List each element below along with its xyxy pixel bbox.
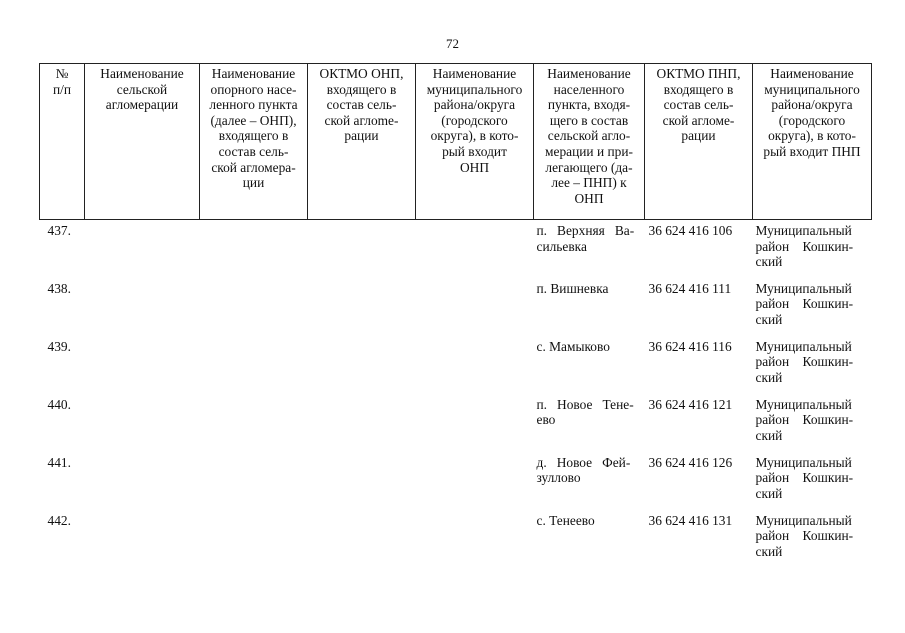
header-line: ции: [242, 175, 265, 191]
pnp-district-line: Муниципальный: [755, 223, 852, 238]
pnp-oktmo-cell: 36 624 416 111: [648, 280, 732, 296]
pnp-name-line: зуллово: [536, 470, 581, 486]
onp-name-cell: [200, 394, 308, 452]
header-line: района/округа: [771, 97, 853, 113]
pnp-name-cell: [534, 220, 645, 278]
onp-district-cell: [416, 220, 534, 278]
header-line: п/п: [52, 81, 72, 97]
header-line: состав сель-: [663, 97, 734, 113]
pnp-district-cell: [753, 220, 872, 278]
agglomeration-name-cell: [85, 278, 200, 336]
pnp-district-line: район Кошкин-: [755, 470, 854, 486]
header-number: [40, 64, 85, 220]
onp-district-cell: [416, 510, 534, 568]
header-line: опорного насе-: [210, 81, 297, 97]
onp-name-cell: [200, 220, 308, 278]
onp-district-cell: [416, 394, 534, 452]
header-line: Наименование: [100, 66, 184, 81]
header-line: ОКТМО ПНП,: [656, 66, 741, 81]
header-line: сельской агло-: [547, 128, 631, 144]
header-line: состав сель-: [218, 143, 289, 159]
header-line: входящего в: [663, 81, 734, 97]
header-line: ОКТМО ОНП,: [319, 66, 404, 81]
pnp-name-cell: [534, 278, 645, 336]
pnp-district-cell: [753, 452, 872, 510]
pnp-name-line: п. Верхняя Ва-: [536, 223, 635, 238]
onp-oktmo-cell: [308, 510, 416, 568]
pnp-district-line: Муниципальный: [755, 338, 852, 354]
onp-district-cell: [416, 336, 534, 394]
pnp-district-line: район Кошкин-: [755, 412, 854, 428]
onp-name-cell: [200, 278, 308, 336]
header-line: рации: [344, 128, 379, 144]
pnp-district-line: район Кошкин-: [755, 296, 854, 312]
onp-district-cell: [416, 452, 534, 510]
pnp-district-line: ский: [755, 254, 783, 270]
agglomeration-name-cell: [85, 336, 200, 394]
header-line: (городского: [778, 112, 846, 128]
table-row: [40, 220, 872, 278]
pnp-district-cell: [753, 394, 872, 452]
onp-oktmo-cell: [308, 336, 416, 394]
header-onp-oktmo: [308, 64, 416, 220]
header-line: ОНП: [459, 159, 489, 175]
row-number: 441.: [47, 454, 71, 470]
pnp-name-cell: [534, 336, 645, 394]
header-pnp-oktmo: [645, 64, 753, 220]
pnp-district-line: район Кошкин-: [755, 238, 854, 254]
row-number: 442.: [47, 512, 71, 528]
header-line: сельской: [116, 81, 168, 97]
header-line: Наименование: [211, 66, 296, 81]
header-line: округа), в кото-: [430, 128, 519, 144]
row-number: 439.: [47, 338, 71, 354]
header-line: Наименование: [547, 66, 631, 81]
header-line: входящего в: [326, 81, 397, 97]
onp-name-cell: [200, 510, 308, 568]
header-line: рый входит ПНП: [763, 143, 861, 159]
header-line: (далее – ОНП),: [210, 112, 297, 128]
pnp-district-line: Муниципальный: [755, 454, 852, 470]
pnp-district-line: Муниципальный: [755, 280, 852, 296]
header-pnp-name: [534, 64, 645, 220]
header-line: рации: [681, 128, 716, 144]
pnp-oktmo-cell: 36 624 416 106: [648, 223, 733, 238]
row-number: 437.: [47, 223, 71, 238]
header-line: района/округа: [433, 97, 516, 113]
pnp-district-line: ский: [755, 485, 783, 501]
table-body: [40, 220, 872, 568]
pnp-district-line: ский: [755, 311, 783, 327]
onp-oktmo-cell: [308, 220, 416, 278]
pnp-district-line: ский: [755, 369, 783, 385]
onp-oktmo-cell: [308, 278, 416, 336]
table-row: [40, 510, 872, 568]
pnp-name-cell: [534, 510, 645, 568]
header-agglomeration-name: [85, 64, 200, 220]
header-line: Наименование: [770, 66, 854, 81]
onp-oktmo-cell: [308, 394, 416, 452]
header-line: агломерации: [105, 97, 179, 113]
pnp-name-line: п. Вишневка: [536, 280, 609, 296]
pnp-district-cell: [753, 278, 872, 336]
agglomeration-name-cell: [85, 510, 200, 568]
header-line: ской аглome-: [324, 112, 399, 128]
header-onp-district: [416, 64, 534, 220]
header-line: входящего в: [218, 128, 289, 144]
pnp-oktmo-cell: 36 624 416 116: [648, 338, 732, 354]
header-line: №: [55, 66, 69, 81]
header-line: Наименование: [432, 66, 517, 81]
row-number: 438.: [47, 280, 71, 296]
agglomeration-table: [39, 63, 872, 568]
header-line: ской агломе-: [662, 112, 735, 128]
pnp-name-cell: [534, 452, 645, 510]
pnp-district-line: Муниципальный: [755, 512, 852, 528]
pnp-name-cell: [534, 394, 645, 452]
header-line: щего в состав: [549, 112, 629, 128]
header-line: состав сель-: [326, 97, 397, 113]
row-number: 440.: [47, 396, 71, 412]
pnp-name-line: сильевка: [536, 238, 587, 254]
pnp-district-line: ский: [755, 543, 783, 559]
table-row: [40, 394, 872, 452]
agglomeration-name-cell: [85, 220, 200, 278]
header-line: лее – ПНП) к: [551, 175, 627, 191]
pnp-district-line: ский: [755, 427, 783, 443]
header-pnp-district: [753, 64, 872, 220]
pnp-oktmo-cell: 36 624 416 126: [648, 454, 733, 470]
pnp-district-cell: [753, 510, 872, 568]
pnp-name-line: ево: [536, 412, 556, 428]
page-number: 72: [446, 36, 459, 51]
pnp-oktmo-cell: 36 624 416 121: [648, 396, 733, 412]
table-row: [40, 452, 872, 510]
pnp-district-line: район Кошкин-: [755, 354, 854, 370]
header-line: ленного пункта: [209, 97, 298, 113]
pnp-name-line: д. Новое Фей-: [536, 454, 631, 470]
header-line: пункта, входя-: [547, 97, 631, 113]
table-header-row: [40, 64, 872, 220]
pnp-district-line: Муниципальный: [755, 396, 852, 412]
header-line: (городского: [441, 112, 508, 128]
agglomeration-name-cell: [85, 452, 200, 510]
onp-name-cell: [200, 452, 308, 510]
header-line: муниципального: [764, 81, 860, 97]
header-line: мерации и при-: [545, 143, 633, 159]
pnp-district-line: район Кошкин-: [755, 528, 854, 544]
pnp-oktmo-cell: 36 624 416 131: [648, 512, 733, 528]
table-row: [40, 278, 872, 336]
header-onp-name: [200, 64, 308, 220]
header-line: округа), в кото-: [768, 128, 856, 144]
agglomeration-name-cell: [85, 394, 200, 452]
pnp-district-cell: [753, 336, 872, 394]
header-line: ОНП: [574, 190, 604, 206]
onp-name-cell: [200, 336, 308, 394]
table-row: [40, 336, 872, 394]
pnp-name-line: с. Мамыково: [536, 338, 610, 354]
header-line: рый входит: [442, 143, 507, 159]
header-line: муниципального: [426, 81, 523, 97]
header-line: легающего (да-: [545, 159, 633, 175]
pnp-name-line: п. Новое Тене-: [536, 396, 634, 412]
onp-district-cell: [416, 278, 534, 336]
header-line: ской агломера-: [211, 159, 296, 175]
header-line: населенного: [553, 81, 625, 97]
onp-oktmo-cell: [308, 452, 416, 510]
pnp-name-line: с. Тенеево: [536, 512, 595, 528]
